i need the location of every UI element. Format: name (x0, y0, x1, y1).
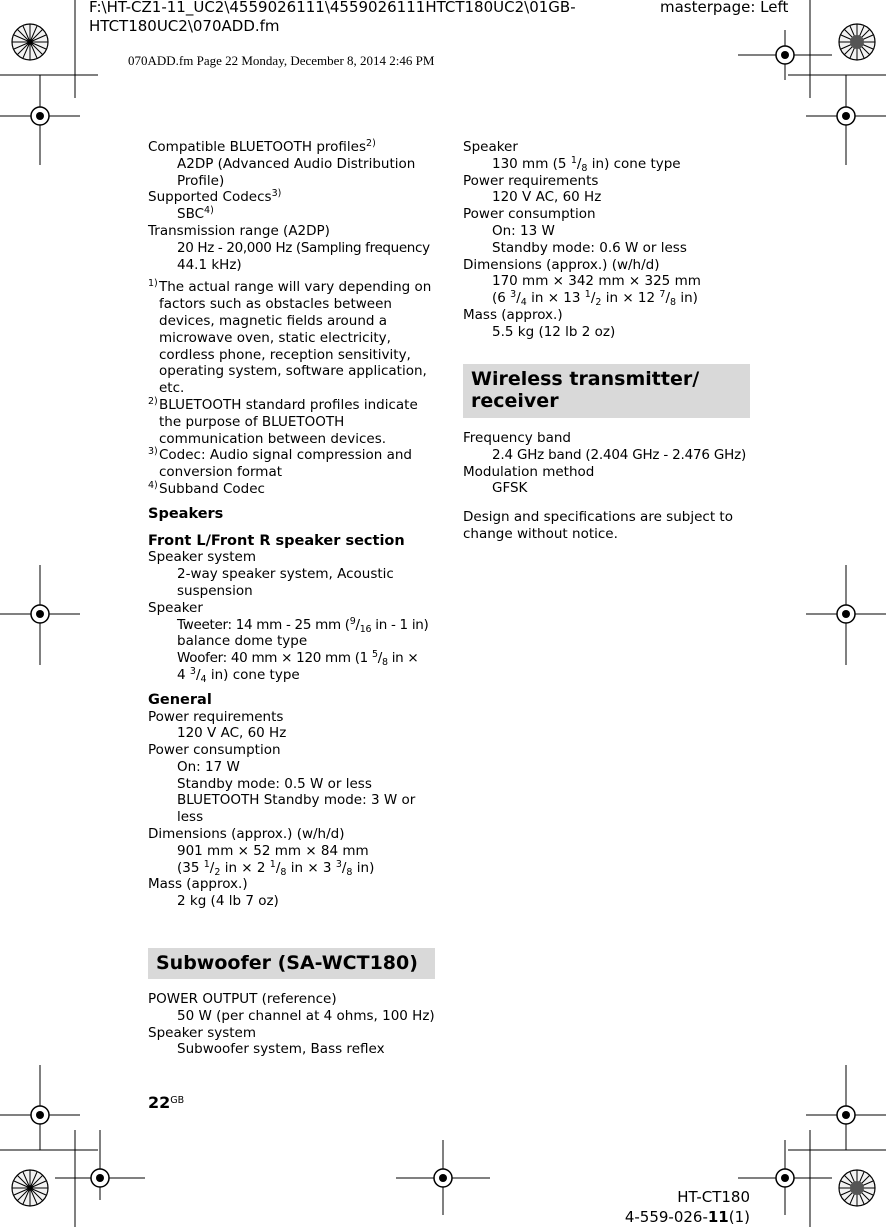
sub-system-label: Speaker system (148, 1024, 257, 1041)
speaker-label: Speaker (148, 599, 203, 616)
page-number-suffix: GB (170, 1095, 185, 1106)
woofer-value: Woofer: 40 mm × 120 mm (1 $^5/_8$ in × (177, 649, 419, 669)
modulation-value: GFSK (492, 480, 528, 497)
footnote-3: 3) Codec: Audio signal compression and conversion format (148, 446, 412, 481)
codecs-label: Supported Codecs$^{3)}$ (148, 188, 282, 206)
frequency-band-label: Frequency band (463, 430, 571, 446)
sub-dimensions-label: Dimensions (approx.) (w/h/d) (463, 256, 660, 273)
footnote-2: 2) BLUETOOTH standard profiles indicate the purpose of BLUETOOTH communication between devices. (148, 395, 418, 447)
sub-power-on-value: On: 13 W (492, 222, 555, 239)
notice-line-2: change without notice. (463, 525, 618, 542)
model-number: HT-CT180 (677, 1188, 750, 1206)
sub-power-standby-value: Standby mode: 0.6 W or less (492, 239, 687, 256)
dimensions-label: Dimensions (approx.) (w/h/d) (148, 826, 345, 843)
woofer-value-cont: 4 $^3/_4$ in) cone type (177, 665, 300, 685)
modulation-label: Modulation method (463, 463, 595, 480)
file-path-line-1: F:\HT-CZ1-11_UC2\4559026111\4559026111HTCT180UC2\01GB- (89, 0, 576, 16)
framemaker-info: 070ADD.fm Page 22 Monday, December 8, 2014 2:46 PM (128, 53, 435, 68)
masterpage-label: masterpage: Left (660, 0, 789, 16)
bt-profiles-label: Compatible BLUETOOTH profiles$^{2)}$ (148, 138, 376, 155)
page-number-value: 22 (148, 1093, 171, 1112)
general-heading: General (148, 691, 212, 708)
document-code: 4-559-026-11(1) (624, 1208, 750, 1226)
power-bt-standby-value: BLUETOOTH Standby mode: 3 W or (177, 792, 416, 809)
sub-speaker-label: Speaker (463, 139, 518, 155)
file-path-line-2: HTCT180UC2\070ADD.fm (89, 17, 280, 35)
speaker-system-label: Speaker system (148, 549, 257, 566)
power-output-value: 50 W (per channel at 4 ohms, 100 Hz) (177, 1007, 435, 1024)
wireless-section (463, 430, 763, 543)
frequency-band-value: 2.4 GHz band (2.404 GHz - 2.476 GHz) (492, 446, 747, 463)
mass-value: 2 kg (4 lb 7 oz) (177, 893, 279, 910)
footnote-4: 4) Subband Codec (148, 479, 265, 497)
front-speaker-heading: Front L/Front R speaker section (148, 532, 405, 549)
sub-system-value: Subwoofer system, Bass reflex (177, 1041, 385, 1058)
footer (625, 1187, 750, 1227)
sub-power-req-label: Power requirements (463, 172, 599, 189)
speaker-system-value-cont: suspension (177, 582, 253, 599)
sub-power-cons-label: Power consumption (463, 206, 596, 223)
power-bt-standby-value-cont: less (177, 809, 204, 826)
sub-mass-label: Mass (approx.) (463, 306, 563, 323)
footnote-1: 1) The actual range will vary depending on factors such as obstacles between devices, magnetic fields around a microwave oven, static electricity, cordless phone, reception sensitivity, operating system, software application, etc. (148, 278, 432, 397)
sub-power-req-value: 120 V AC, 60 Hz (492, 189, 602, 206)
tweeter-value: Tweeter: 14 mm - 25 mm ($^9/_{16}$ in - 1 in) (177, 615, 429, 635)
range-value: 20 Hz - 20,000 Hz (Sampling frequency (177, 239, 430, 256)
range-label: Transmission range (A2DP) (148, 222, 330, 239)
speaker-system-value: 2-way speaker system, Acoustic (177, 566, 394, 583)
notice-line-1: Design and specifications are subject to (463, 509, 733, 526)
subwoofer-output-section (148, 991, 438, 1058)
sub-dimensions-metric: 170 mm × 342 mm × 325 mm (492, 273, 701, 290)
dimensions-imperial: (35 $^1/_2$ in × 2 $^1/_8$ in × 3 $^3/_8$ in) (177, 858, 375, 878)
power-standby-value: Standby mode: 0.5 W or less (177, 775, 372, 792)
wireless-heading-line-1: Wireless transmitter/ (471, 368, 700, 390)
tweeter-type: balance dome type (177, 633, 308, 650)
power-cons-label: Power consumption (148, 742, 281, 759)
sub-mass-value: 5.5 kg (12 lb 2 oz) (492, 323, 616, 340)
bt-profiles-value-cont: Profile) (177, 172, 225, 189)
wireless-heading (463, 364, 750, 418)
subwoofer-heading: Subwoofer (SA-WCT180) (148, 948, 435, 979)
range-value-cont: 44.1 kHz) (177, 256, 242, 273)
power-output-label: POWER OUTPUT (reference) (148, 991, 337, 1007)
power-req-value: 120 V AC, 60 Hz (177, 725, 287, 742)
bt-profiles-value: A2DP (Advanced Audio Distribution (177, 155, 416, 172)
power-req-label: Power requirements (148, 708, 284, 725)
dimensions-metric: 901 mm × 52 mm × 84 mm (177, 842, 369, 859)
sub-dimensions-imperial: (6 $^3/_4$ in × 13 $^1/_2$ in × 12 $^7/_8$ in) (492, 289, 698, 309)
mass-label: Mass (approx.) (148, 876, 248, 893)
wireless-heading-line-2: receiver (471, 390, 559, 412)
left-column (148, 139, 438, 910)
speakers-heading: Speakers (148, 505, 224, 522)
power-on-value: On: 17 W (177, 758, 240, 775)
page-number (148, 1093, 184, 1112)
codecs-value: SBC$^{4)}$ (177, 205, 214, 223)
right-column (463, 139, 753, 341)
sub-speaker-value: 130 mm (5 $^1/_8$ in) cone type (492, 154, 681, 174)
